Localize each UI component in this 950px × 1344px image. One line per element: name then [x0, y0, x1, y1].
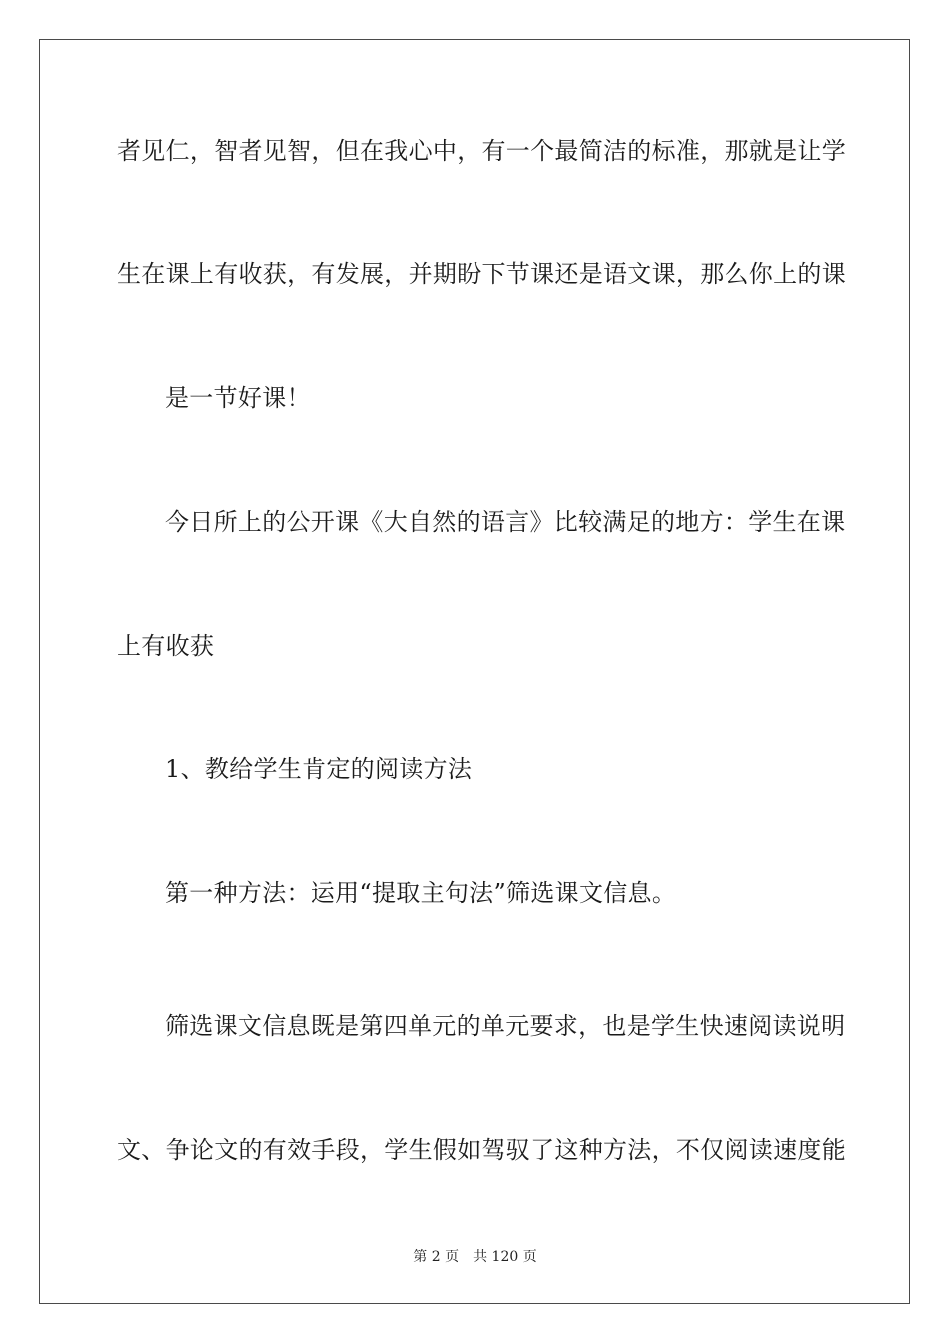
body-line-9: 文、争论文的有效手段，学生假如驾驭了这种方法，不仅阅读速度能: [117, 1136, 846, 1164]
method-heading: 第一种方法：运用“提取主句法”筛选课文信息。: [165, 879, 677, 907]
body-line-3: 是一节好课！: [165, 384, 311, 412]
list-heading-1: 1、教给学生肯定的阅读方法: [165, 755, 473, 783]
body-line-1: 者见仁，智者见智，但在我心中，有一个最简洁的标准，那就是让学: [117, 137, 846, 165]
page-number: 第 2 页: [413, 1249, 460, 1265]
page-border: [39, 39, 910, 1304]
body-line-4: 今日所上的公开课《大自然的语言》比较满足的地方：学生在课: [165, 508, 846, 536]
page-footer: [0, 1247, 950, 1267]
body-line-8: 筛选课文信息既是第四单元的单元要求，也是学生快速阅读说明: [165, 1012, 846, 1040]
body-line-2: 生在课上有收获，有发展，并期盼下节课还是语文课，那么你上的课: [117, 260, 846, 288]
body-line-5: 上有收获: [117, 632, 215, 660]
page-total: 共 120 页: [473, 1249, 537, 1265]
